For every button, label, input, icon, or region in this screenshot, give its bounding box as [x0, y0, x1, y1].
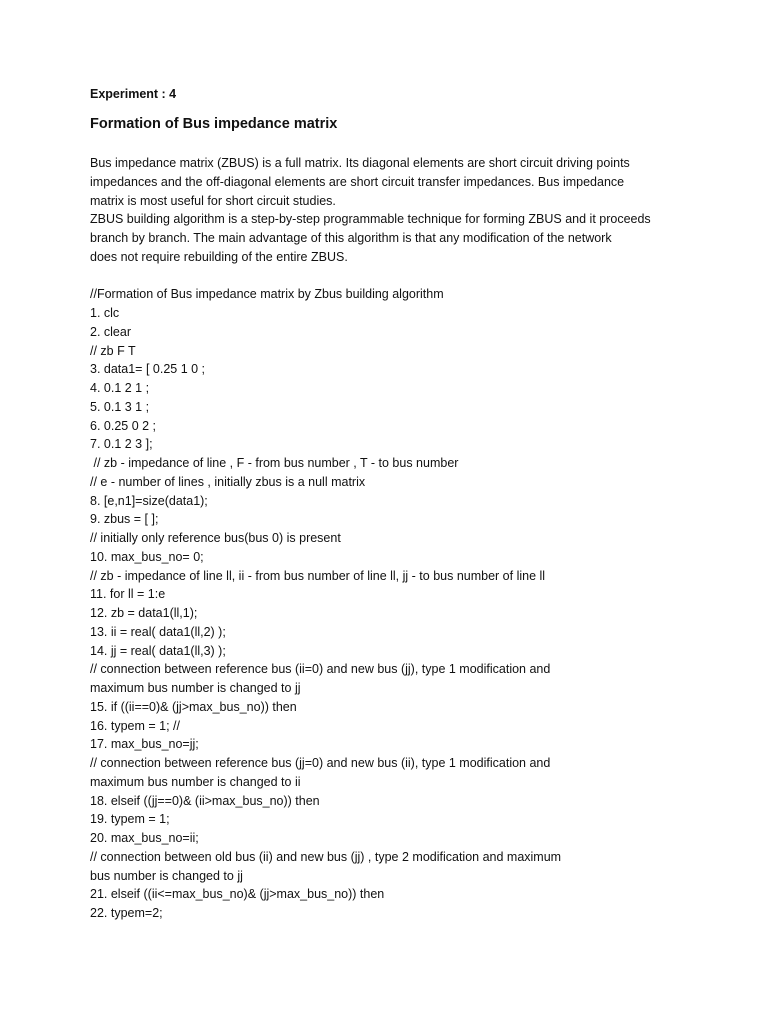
code-line: // zb - impedance of line ll, ii - from bus number of line ll, jj - to bus number of line ll	[90, 568, 546, 583]
intro-line: ZBUS building algorithm is a step-by-step programmable technique for forming ZBUS and it proceeds	[90, 212, 651, 227]
code-line: maximum bus number is changed to ii	[90, 774, 301, 789]
code-line: bus number is changed to jj	[90, 868, 243, 883]
code-line: // zb - impedance of line , F - from bus number , T - to bus number	[90, 456, 459, 470]
code-line: 2. clear	[90, 324, 131, 339]
code-line: // zb F T	[90, 343, 136, 358]
code-line: 16. typem = 1; //	[90, 718, 180, 733]
code-line: 5. 0.1 3 1 ;	[90, 399, 150, 414]
code-line: 8. [e,n1]=size(data1);	[90, 493, 208, 508]
code-line: 13. ii = real( data1(ll,2) );	[90, 624, 226, 639]
code-line: 1. clc	[90, 306, 120, 320]
experiment-label: Experiment : 4	[90, 87, 177, 101]
code-line: 9. zbus = [ ];	[90, 512, 159, 527]
code-line: // connection between reference bus (ii=0) and new bus (jj), type 1 modification and	[90, 662, 551, 677]
code-line: 20. max_bus_no=ii;	[90, 831, 199, 845]
intro-line: does not require rebuilding of the entire ZBUS.	[90, 249, 348, 264]
code-line: 12. zb = data1(ll,1);	[90, 606, 198, 620]
paragraph-spacer	[90, 267, 690, 286]
intro-line: branch by branch. The main advantage of this algorithm is that any modification of the network	[90, 231, 612, 245]
document-body	[90, 154, 690, 923]
code-line: 4. 0.1 2 1 ;	[90, 381, 150, 395]
code-line: // e - number of lines , initially zbus is a null matrix	[90, 474, 366, 489]
code-line: 7. 0.1 2 3 ];	[90, 437, 153, 452]
code-line: 18. elseif ((jj==0)& (ii>max_bus_no)) then	[90, 793, 320, 808]
code-line: // connection between reference bus (jj=0) and new bus (ii), type 1 modification and	[90, 756, 551, 770]
code-line: 3. data1= [ 0.25 1 0 ;	[90, 362, 206, 377]
code-line: 11. for ll = 1:e	[90, 587, 166, 602]
code-line: 17. max_bus_no=jj;	[90, 737, 199, 752]
code-line: maximum bus number is changed to jj	[90, 681, 301, 695]
intro-line: matrix is most useful for short circuit studies.	[90, 193, 336, 208]
code-line: 6. 0.25 0 2 ;	[90, 418, 157, 433]
code-line: 21. elseif ((ii<=max_bus_no)& (jj>max_bus_no)) then	[90, 887, 385, 902]
code-line: 19. typem = 1;	[90, 812, 170, 827]
code-line: 22. typem=2;	[90, 906, 163, 920]
code-line: 14. jj = real( data1(ll,3) );	[90, 643, 226, 658]
intro-line: Bus impedance matrix (ZBUS) is a full matrix. Its diagonal elements are short circuit driving points	[90, 156, 630, 170]
code-listing	[90, 285, 690, 923]
intro-line: impedances and the off-diagonal elements are short circuit transfer impedances. Bus impedance	[90, 174, 625, 189]
code-line: 15. if ((ii==0)& (jj>max_bus_no)) then	[90, 699, 297, 714]
code-line: //Formation of Bus impedance matrix by Zbus building algorithm	[90, 287, 444, 302]
code-line: 10. max_bus_no= 0;	[90, 549, 204, 564]
intro-paragraph	[90, 154, 690, 267]
page-title: Formation of Bus impedance matrix	[90, 116, 338, 132]
code-line: // initially only reference bus(bus 0) is present	[90, 531, 341, 545]
code-line: // connection between old bus (ii) and new bus (jj) , type 2 modification and maximum	[90, 849, 562, 864]
